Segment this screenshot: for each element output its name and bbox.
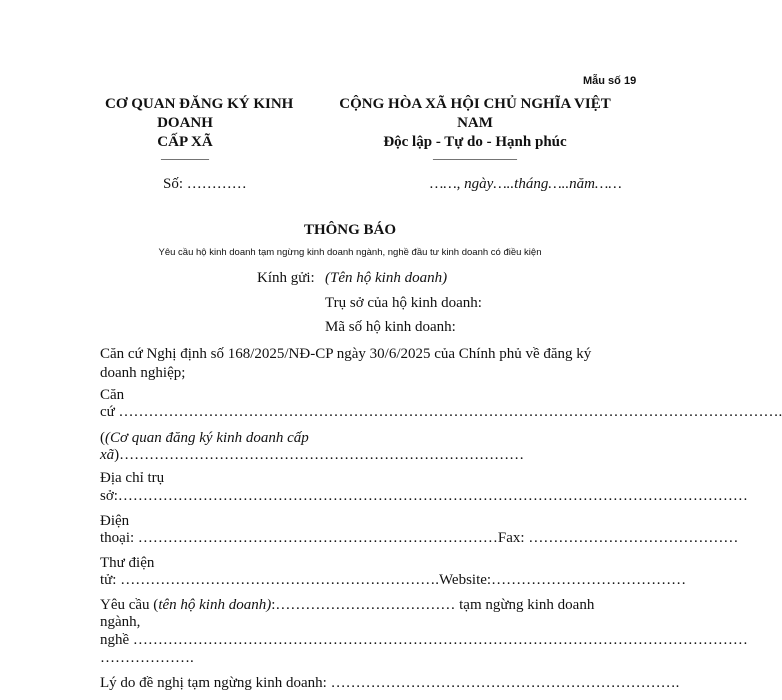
- request-line2: ngành,: [100, 614, 141, 630]
- basis2-line2: cứ …………………………………………………………………………………………………………………….: [100, 404, 782, 420]
- legal-basis-paragraph: Căn cứ Nghị định số 168/2025/NĐ-CP ngày 30/6/2025 của Chính phủ về đăng ký doanh nghiệp;: [100, 346, 592, 381]
- request-business-name: tên hộ kinh doanh): [158, 597, 272, 613]
- request-line3: nghề ……………………………………………………………………………………………………………: [100, 632, 748, 648]
- phone-line1: Điện: [100, 513, 130, 529]
- agency-name-line3: CẤP XÃ: [157, 134, 213, 150]
- agency-line2: [100, 447, 524, 464]
- email-website-line: tử: ……………………………………………………….Website:…………………………………: [100, 572, 687, 588]
- national-title-line2: NAM: [457, 115, 493, 131]
- recipient-address: Trụ sở của hộ kinh doanh:: [325, 295, 482, 311]
- document-date: ……, ngày…..tháng…..năm……: [430, 176, 622, 192]
- national-motto: Độc lập - Tự do - Hạnh phúc: [383, 134, 567, 150]
- request-suffix: :……………………………… tạm ngừng kinh doanh: [271, 597, 595, 613]
- request-prefix: Yêu cầu (: [100, 597, 159, 613]
- agency-line1: ((Cơ quan đăng ký kinh doanh cấp: [100, 430, 309, 446]
- agency-line2-dots: )………………………………………………………………………: [114, 447, 525, 463]
- address-line1: Địa chỉ trụ: [100, 470, 165, 486]
- request-line4: ……………….: [100, 650, 194, 666]
- basis2-line1: Căn: [100, 387, 125, 403]
- document-title: THÔNG BÁO: [303, 222, 397, 238]
- national-title-line1: CỘNG HÒA XÃ HỘI CHỦ NGHĨA VIỆT: [339, 96, 611, 112]
- agency-underline: ––––––––: [161, 151, 209, 165]
- address-line2: sở:………………………………………………………………………………………………………………: [100, 488, 748, 504]
- form-code: Mẫu số 19: [583, 75, 637, 87]
- document-subtitle: Yêu cầu hộ kinh doanh tạm ngừng kinh doanh ngành, nghề đầu tư kinh doanh có điều kiện: [158, 247, 542, 258]
- recipient-code: Mã số hộ kinh doanh:: [325, 319, 456, 335]
- document-number: Số: …………: [163, 176, 247, 192]
- request-line1: [100, 597, 594, 614]
- agency-line1-italic: (Cơ quan đăng ký kinh doanh cấp: [105, 430, 309, 446]
- national-title-block: [330, 95, 620, 164]
- email-line1: Thư điện: [100, 555, 155, 571]
- recipient-name: (Tên hộ kinh doanh): [325, 270, 448, 286]
- motto-underline: ––––––––––––––: [433, 151, 517, 165]
- agency-name-line1: CƠ QUAN ĐĂNG KÝ KINH: [105, 96, 294, 112]
- issuing-agency-block: [105, 95, 294, 165]
- recipient-label: Kính gửi:: [257, 270, 315, 286]
- suspension-reason-line: Lý do đề nghị tạm ngừng kinh doanh: …………………………………………………………….: [100, 675, 680, 691]
- phone-fax-line: thoại: ………………………………………………………………Fax: ……………………………………: [100, 530, 739, 546]
- agency-name-line2: DOANH: [157, 115, 213, 131]
- agency-line2-italic: xã: [100, 447, 115, 463]
